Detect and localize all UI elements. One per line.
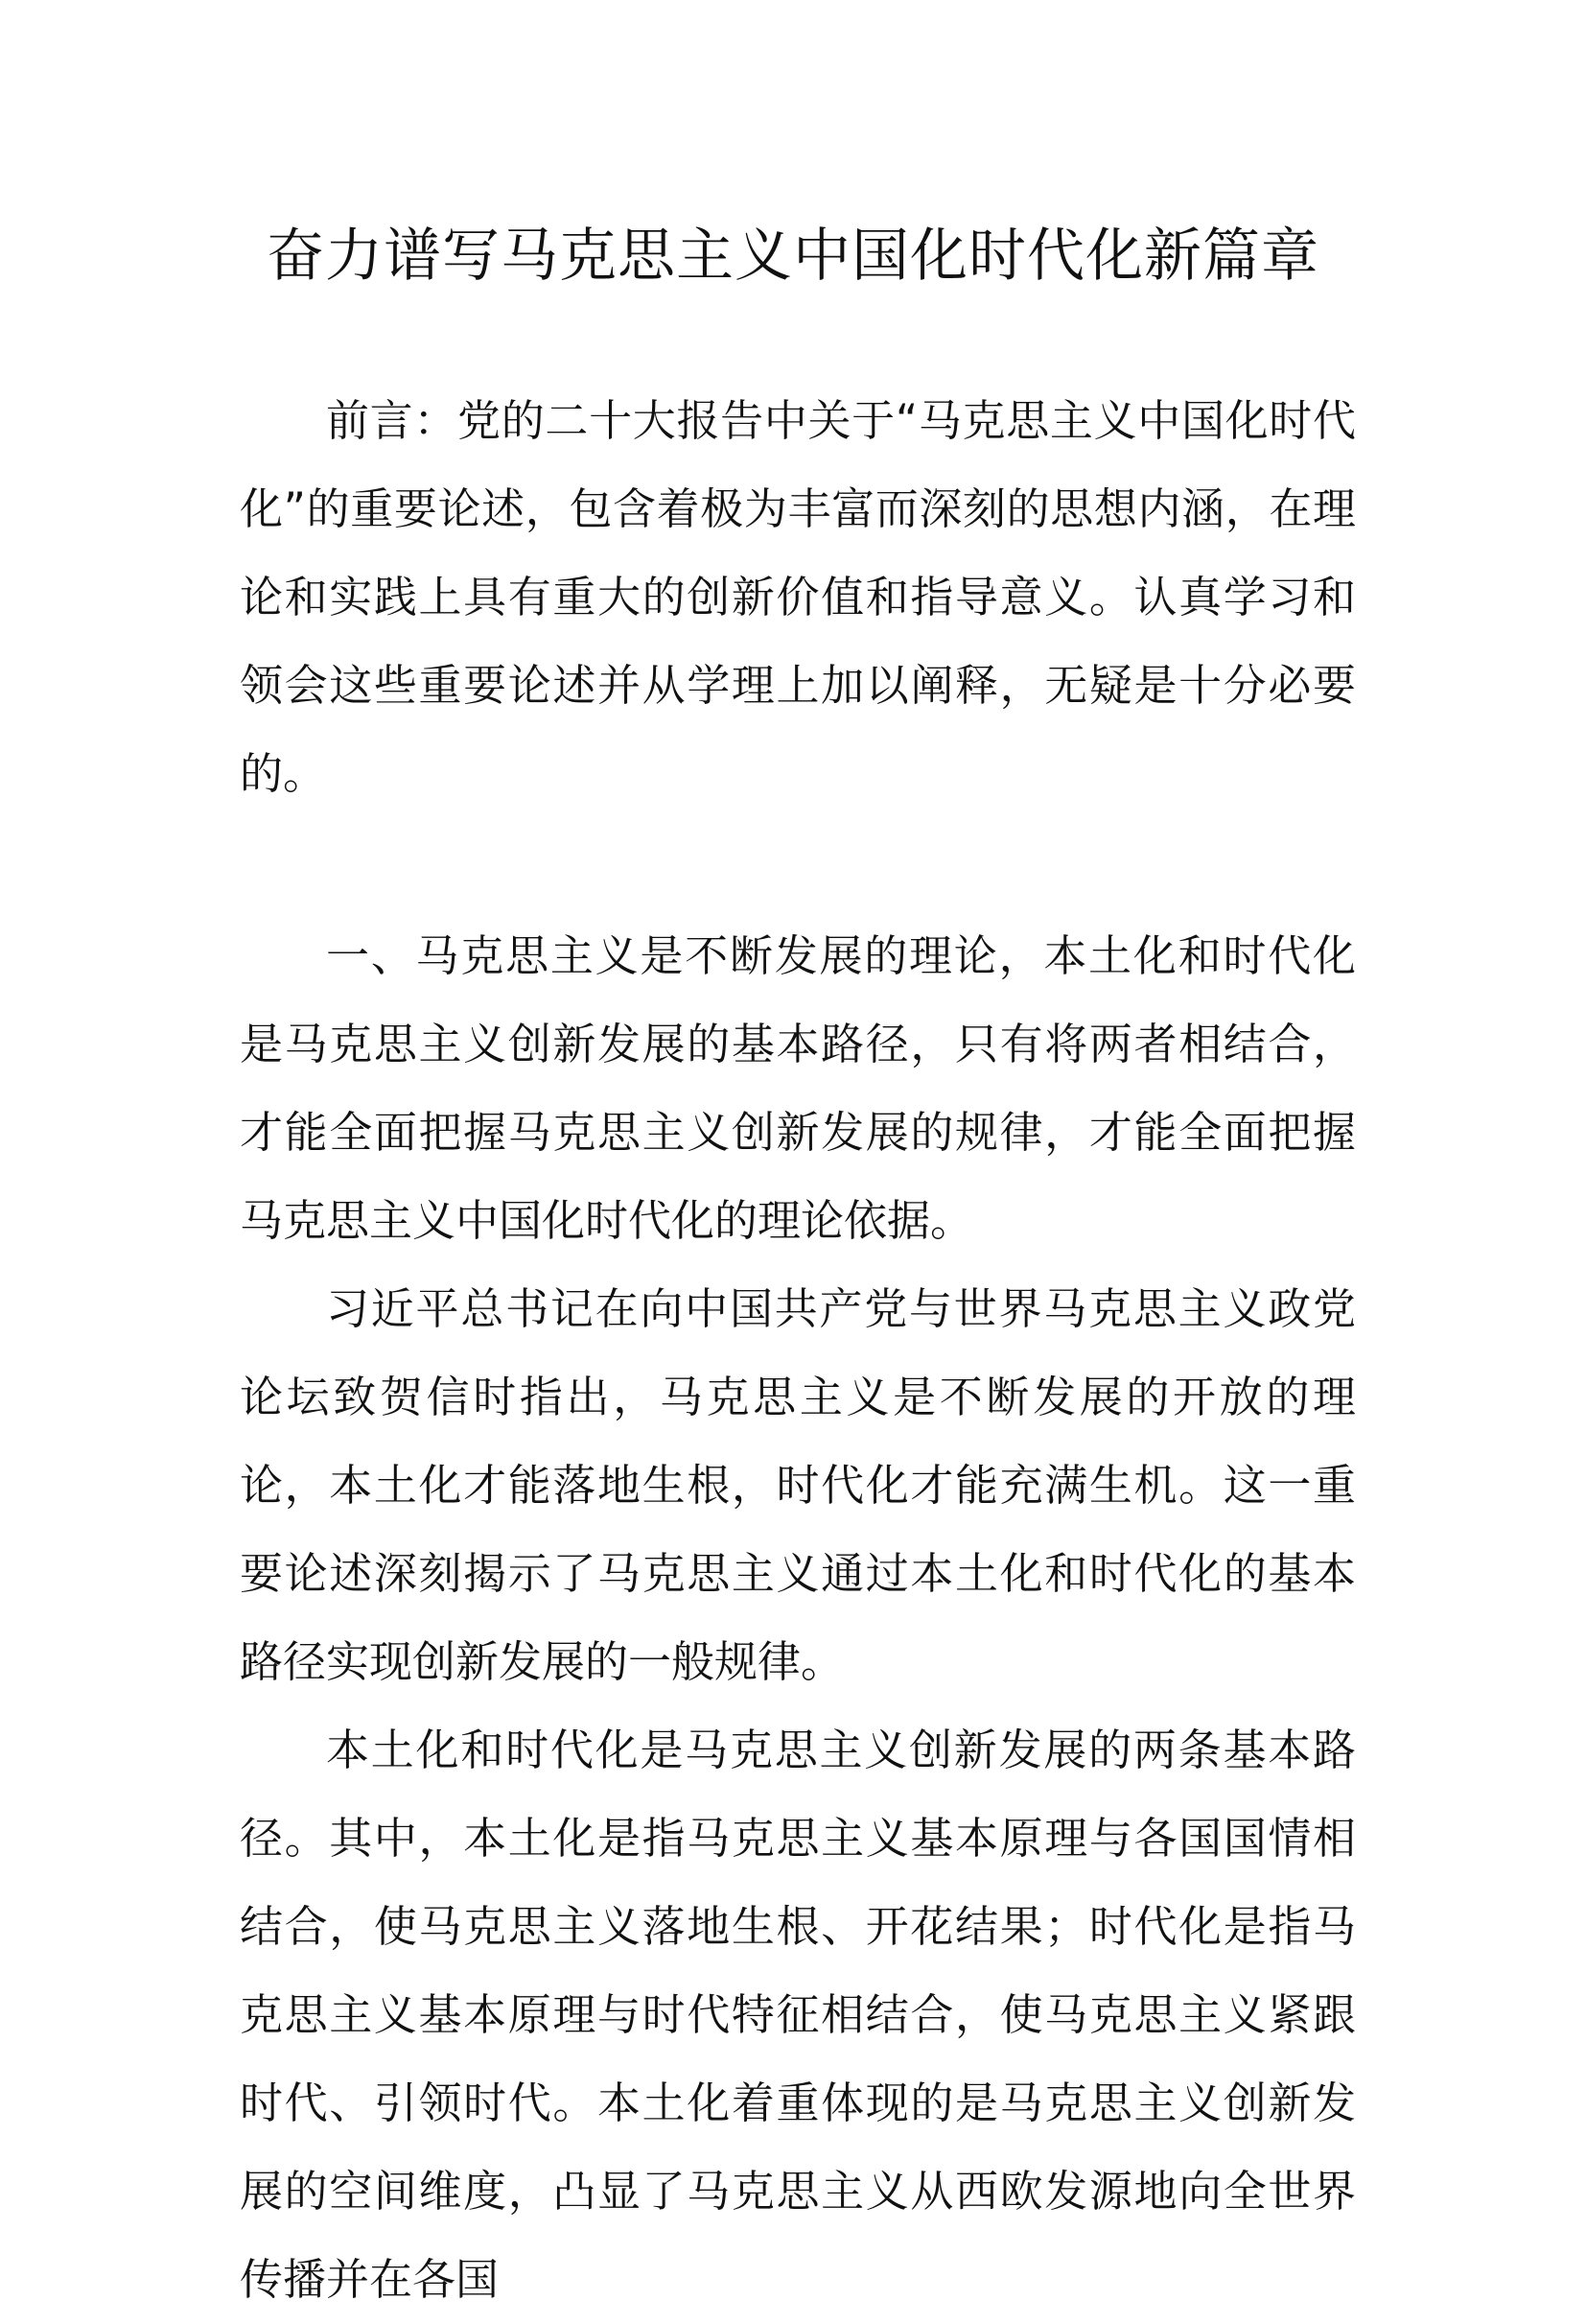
preface-paragraph: 前言：党的二十大报告中关于“马克思主义中国化时代化”的重要论述，包含着极为丰富而深刻的思想内涵，在理论和实践上具有重大的创新价值和指导意义。认真学习和领会这些重要论述并从学理上加以阐释，无疑是十分必要的。 [240, 395, 1356, 799]
section-heading-paragraph: 一、马克思主义是不断发展的理论，本土化和时代化是马克思主义创新发展的基本路径，只有将两者相结合，才能全面把握马克思主义创新发展的规律，才能全面把握马克思主义中国化时代化的理论依据。 [240, 930, 1356, 1246]
body-paragraph: 本土化和时代化是马克思主义创新发展的两条基本路径。其中，本土化是指马克思主义基本原理与各国国情相结合，使马克思主义落地生根、开花结果；时代化是指马克思主义基本原理与时代特征相结合，使马克思主义紧跟时代、引领时代。本土化着重体现的是马克思主义创新发展的空间维度，凸显了马克思主义从西欧发源地向全世界传播并在各国 [240, 1725, 1356, 2305]
document-body [240, 377, 1356, 2324]
body-paragraph: 习近平总书记在向中国共产党与世界马克思主义政党论坛致贺信时指出，马克思主义是不断发展的开放的理论，本土化才能落地生根，时代化才能充满生机。这一重要论述深刻揭示了马克思主义通过本土化和时代化的基本路径实现创新发展的一般规律。 [240, 1283, 1356, 1687]
document-title: 奋力谱写马克思主义中国化时代化新篇章 [267, 223, 1319, 290]
